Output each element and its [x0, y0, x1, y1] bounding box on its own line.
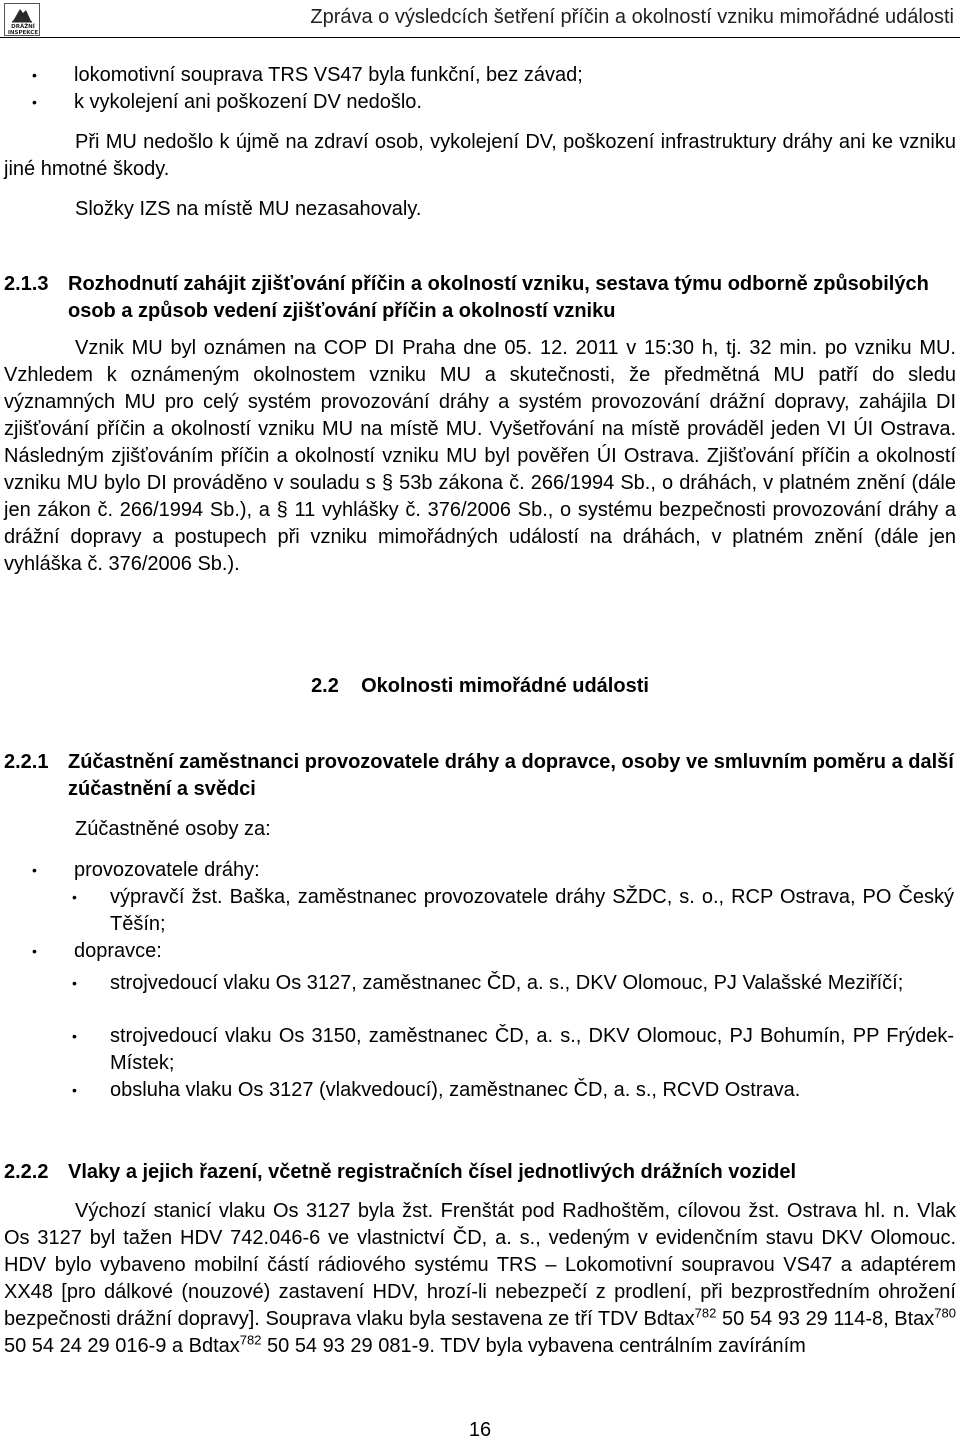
- section-title: Rozhodnutí zahájit zjišťování příčin a okolností vzniku, sestava týmu odborně způsobilých osob a způsob vedení zjišťování příčin a okolností vzniku: [68, 273, 929, 322]
- page-number: 16: [468, 1419, 492, 1441]
- list-item: • dopravce:: [6, 938, 906, 965]
- train-text-a: Výchozí stanicí vlaku Os 3127 byla žst. Frenštát pod Radhoštěm, cílovou žst. Ostrava hl. n. Vlak Os 3127 byl tažen HDV 742.046-6 ve vlastnictví ČD, a. s., vedeným v evidenčním stavu DKV Olomouc. HDV bylo vybaveno mobilní částí rádiového systému TRS – Lokomotivní soupravou VS47 a adaptérem XX48 [pro dálkové (nouzové) zastavení HDV, hrozí-li nebezpečí z prodlení, při bezprostředním ohrožení bezpečnosti drážní dopravy]. Souprava vlaku byla sestavena ze tří TDV Bdtax: [4, 1200, 956, 1330]
- section-heading-2-2-2: [4, 1159, 956, 1186]
- list-item: • k vykolejení ani poškození DV nedošlo.: [6, 89, 906, 116]
- train-text-d: 50 54 93 29 081-9. TDV byla vybavena centrálním zavíráním: [261, 1335, 806, 1357]
- vehicle-class-sup: 782: [239, 1332, 262, 1348]
- section-number: 2.1.3: [4, 273, 49, 295]
- document-title: Zpráva o výsledcích šetření příčin a okolností vzniku mimořádné události: [310, 6, 954, 28]
- section-title: Vlaky a jejich řazení, včetně registračních čísel jednotlivých drážních vozidel: [68, 1161, 797, 1183]
- section-number: 2.2.2: [4, 1161, 49, 1183]
- section-title: Okolnosti mimořádné události: [361, 675, 649, 697]
- section-heading-2-2-1: [4, 749, 956, 803]
- train-text-b: 50 54 93 29 114-8, Btax: [716, 1308, 935, 1330]
- paragraph-train-composition: [4, 1198, 956, 1360]
- logo-emblem-icon: [11, 7, 33, 23]
- train-text-c: 50 54 24 29 016-9 a Bdtax: [4, 1335, 240, 1357]
- logo-text-line1: DRÁŽNÍ: [11, 24, 35, 30]
- list-subitem: • obsluha vlaku Os 3127 (vlakvedoucí), zaměstnanec ČD, a. s., RCVD Ostrava.: [0, 1077, 954, 1104]
- logo-text-line2: INSPEKCE: [7, 30, 39, 36]
- header-divider: [0, 37, 960, 38]
- drazni-inspekce-logo: [4, 3, 40, 36]
- page-header: [0, 0, 960, 40]
- list-item: • lokomotivní souprava TRS VS47 byla funkční, bez závad;: [6, 62, 906, 89]
- section-title: Zúčastnění zaměstnanci provozovatele dráhy a dopravce, osoby ve smluvním poměru a další zúčastnění a svědci: [68, 751, 954, 800]
- vehicle-class-sup: 780: [934, 1305, 956, 1321]
- section-number: 2.2.1: [4, 751, 49, 773]
- paragraph-participants-intro: Zúčastněné osoby za:: [75, 818, 271, 840]
- paragraph-investigation: Vznik MU byl oznámen na COP DI Praha dne 05. 12. 2011 v 15:30 h, tj. 32 min. po vzniku MU. Vzhledem k oznámeným okolnostem vzniku MU a skutečnosti, že předmětná MU patří do sledu významných MU pro celý systém provozování dráhy a systém provozování drážní dopravy, zahájila DI zjišťování příčin a okolností vzniku MU na místě MU. Vyšetřování na místě prováděl jeden VI ÚI Ostrava. Následným zjišťováním příčin a okolností vzniku MU byl pověřen ÚI Ostrava. Zjišťování příčin a okolností vzniku MU bylo DI prováděno v souladu s § 53b zákona č. 266/1994 Sb., o dráhách, v platném znění (dále jen zákon č. 266/1994 Sb.), a § 11 vyhlášky č. 376/2006 Sb., o systému bezpečnosti provozování dráhy a drážní dopravy a postupech při vzniku mimořádných událostí na dráhách, v platném znění (dále jen vyhláška č. 376/2006 Sb.).: [4, 337, 956, 575]
- list-subitem: • strojvedoucí vlaku Os 3127, zaměstnanec ČD, a. s., DKV Olomouc, PJ Valašské Meziříčí;: [0, 970, 954, 997]
- list-subitem: • výpravčí žst. Baška, zaměstnanec provozovatele dráhy SŽDC, s. o., RCP Ostrava, PO Český Těšín;: [0, 884, 954, 938]
- section-number: 2.2: [311, 675, 339, 697]
- section-heading-2-1-3: [4, 271, 956, 325]
- list-item: • provozovatele dráhy:: [6, 857, 906, 884]
- vehicle-class-sup: 782: [694, 1305, 717, 1321]
- section-heading-2-2: [0, 673, 960, 700]
- paragraph-izs: Složky IZS na místě MU nezasahovaly.: [75, 198, 422, 220]
- paragraph-no-injury: Při MU nedošlo k újmě na zdraví osob, vykolejení DV, poškození infrastruktury dráhy ani ke vzniku jiné hmotné škody.: [4, 131, 956, 180]
- list-subitem: • strojvedoucí vlaku Os 3150, zaměstnanec ČD, a. s., DKV Olomouc, PJ Bohumín, PP Frýdek-Místek;: [0, 1023, 954, 1077]
